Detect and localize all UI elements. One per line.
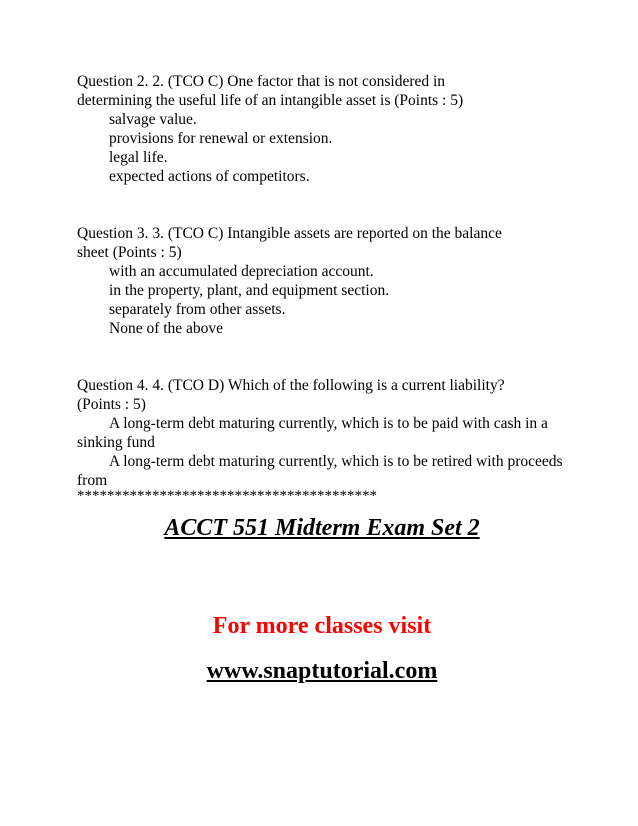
answer-option: with an accumulated depreciation account. (109, 263, 374, 280)
answer-option: in the property, plant, and equipment section. (109, 282, 390, 299)
answer-option: A long-term debt maturing currently, which is to be paid with cash in a sinking fund (77, 415, 548, 451)
answer-option: provisions for renewal or extension. (109, 130, 333, 147)
question-text-line: determining the useful life of an intangible asset is (Points : 5) (77, 92, 464, 109)
question-4 (77, 376, 567, 490)
answer-option: salvage value. (109, 111, 197, 128)
answer-option: separately from other assets. (109, 301, 286, 318)
answer-option: legal life. (109, 149, 168, 166)
question-3 (77, 224, 567, 338)
answer-option: expected actions of competitors. (109, 168, 310, 185)
answer-option: A long-term debt maturing currently, which is to be retired with proceeds from (77, 453, 563, 489)
separator-line: **************************************** (77, 488, 377, 504)
website-link[interactable]: www.snaptutorial.com (206, 658, 438, 684)
promo-text: For more classes visit (212, 613, 432, 639)
answer-option: None of the above (109, 320, 224, 337)
spacer (77, 186, 567, 224)
question-2 (77, 72, 567, 186)
question-text-line: (Points : 5) (77, 396, 146, 413)
question-text-line: sheet (Points : 5) (77, 244, 182, 261)
document-page (77, 72, 567, 685)
question-text-line: Question 4. 4. (TCO D) Which of the following is a current liability? (77, 377, 505, 394)
question-text-line: Question 3. 3. (TCO C) Intangible assets are reported on the balance (77, 225, 502, 242)
question-text-line: Question 2. 2. (TCO C) One factor that is not considered in (77, 73, 446, 90)
spacer (77, 338, 567, 376)
exam-title: ACCT 551 Midterm Exam Set 2 (164, 515, 480, 541)
